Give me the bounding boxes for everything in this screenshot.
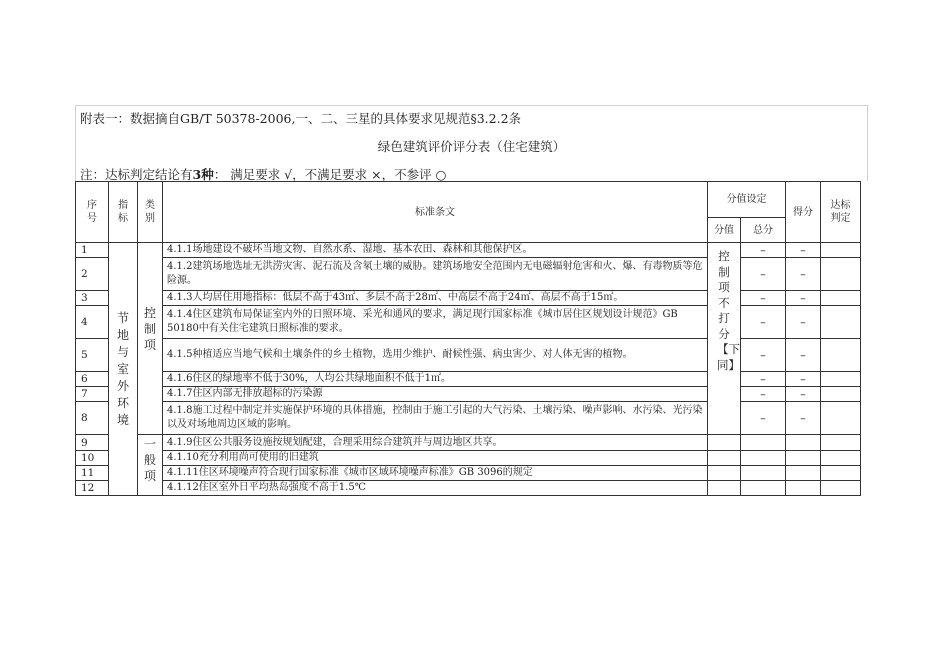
judgment-cell[interactable] <box>821 339 861 372</box>
standard-text: 4.1.1场地建设不破坏当地文物、自然水系、湿地、基本农田、森林和其他保护区。 <box>163 243 708 258</box>
row-number: 3 <box>76 291 109 306</box>
indicator-cell: 节地与室外环境 <box>109 243 138 496</box>
col-value: 分值 <box>708 218 741 243</box>
table-row <box>76 451 861 466</box>
table-row <box>76 243 861 258</box>
col-score: 得分 <box>786 182 821 243</box>
col-seq: 序号 <box>76 182 109 243</box>
score-cell: – <box>786 306 821 339</box>
standard-text: 4.1.8施工过程中制定并实施保护环境的具体措施，控制由于施工引起的大气污染、土壤污染、噪声影响、水污染、光污染以及对场地周边区域的影响。 <box>163 402 708 435</box>
table-row <box>76 258 861 291</box>
total-cell: – <box>741 306 786 339</box>
score-cell: – <box>786 339 821 372</box>
category-general-cell: 一般项 <box>138 435 163 496</box>
table-row <box>76 435 861 451</box>
header-row <box>76 182 861 218</box>
total-cell[interactable] <box>741 466 786 481</box>
col-category: 类别 <box>138 182 163 243</box>
standard-text: 4.1.11住区环境噪声符合现行国家标准《城市区域环境噪声标准》GB 3096的规定 <box>163 466 708 481</box>
total-cell: – <box>741 372 786 387</box>
total-cell: – <box>741 258 786 291</box>
total-cell: – <box>741 402 786 435</box>
judgment-cell[interactable] <box>821 243 861 258</box>
category-control-cell: 控制项 <box>138 243 163 435</box>
table-row <box>76 387 861 402</box>
judgment-cell[interactable] <box>821 387 861 402</box>
standard-text: 4.1.5种植适应当地气候和土壤条件的乡土植物，选用少维护、耐候性强、病虫害少、对人体无害的植物。 <box>163 339 708 372</box>
score-cell[interactable] <box>786 481 821 496</box>
total-cell: – <box>741 291 786 306</box>
table-row <box>76 306 861 339</box>
score-cell: – <box>786 258 821 291</box>
score-cell: – <box>786 291 821 306</box>
judgment-cell[interactable] <box>821 451 861 466</box>
row-number: 6 <box>76 372 109 387</box>
legend-prefix: 注：达标判定结论有 <box>80 167 193 182</box>
judgment-cell[interactable] <box>821 466 861 481</box>
judgment-cell[interactable] <box>821 435 861 451</box>
col-indicator: 指标 <box>109 182 138 243</box>
row-number: 7 <box>76 387 109 402</box>
source-note: 附表一：数据摘自GB/T 50378-2006,一、二、三星的具体要求见规范§3.2.2条 <box>80 111 522 126</box>
total-cell[interactable] <box>741 451 786 466</box>
standard-text: 4.1.3人均居住用地指标：低层不高于43㎡、多层不高于28㎡、中高层不高于24㎡、高层不高于15㎡。 <box>163 291 708 306</box>
legend-suffix: ： 满足要求 √，不满足要求 ×，不参评 ○ <box>213 167 447 182</box>
total-cell[interactable] <box>741 435 786 451</box>
col-score-setting: 分值设定 <box>708 182 786 218</box>
total-cell: – <box>741 243 786 258</box>
col-judgment: 达标判定 <box>821 182 861 243</box>
row-number: 1 <box>76 243 109 258</box>
table-row <box>76 339 861 372</box>
score-cell[interactable] <box>786 451 821 466</box>
total-cell: – <box>741 387 786 402</box>
standard-text: 4.1.9住区公共服务设施按规划配建，合理采用综合建筑并与周边地区共享。 <box>163 435 708 451</box>
table-row <box>76 481 861 496</box>
row-number: 11 <box>76 466 109 481</box>
judgment-cell[interactable] <box>821 372 861 387</box>
standard-text: 4.1.10充分利用尚可使用的旧建筑 <box>163 451 708 466</box>
score-cell: – <box>786 402 821 435</box>
total-cell[interactable] <box>741 481 786 496</box>
row-number: 5 <box>76 339 109 372</box>
value-cell[interactable] <box>708 451 741 466</box>
row-number: 2 <box>76 258 109 291</box>
row-number: 10 <box>76 451 109 466</box>
table-row <box>76 372 861 387</box>
standard-text: 4.1.4住区建筑布局保证室内外的日照环境、采光和通风的要求，满足现行国家标准《城市居住区规划设计规范》GB 50180中有关住宅建筑日照标准的要求。 <box>163 306 708 339</box>
page-title: 绿色建筑评价评分表（住宅建筑） <box>377 139 566 154</box>
row-number: 4 <box>76 306 109 339</box>
table-row <box>76 402 861 435</box>
score-cell: – <box>786 372 821 387</box>
total-cell: – <box>741 339 786 372</box>
standard-text: 4.1.12住区室外日平均热岛强度不高于1.5℃ <box>163 481 708 496</box>
standard-text: 4.1.2建筑场地选址无洪涝灾害、泥石流及含氡土壤的威胁。建筑场地安全范围内无电磁辐射危害和火、爆、有毒物质等危险源。 <box>163 258 708 291</box>
score-cell[interactable] <box>786 466 821 481</box>
table-header-box <box>75 105 868 181</box>
legend-count: 3种 <box>192 167 214 182</box>
standard-text: 4.1.7住区内部无排放超标的污染源 <box>163 387 708 402</box>
score-cell: – <box>786 243 821 258</box>
judgment-cell[interactable] <box>821 258 861 291</box>
judgment-cell[interactable] <box>821 306 861 339</box>
row-number: 8 <box>76 402 109 435</box>
value-cell[interactable] <box>708 435 741 451</box>
value-cell[interactable] <box>708 481 741 496</box>
table-row <box>76 466 861 481</box>
col-standard: 标准条文 <box>163 182 708 243</box>
score-cell[interactable] <box>786 435 821 451</box>
judgment-cell[interactable] <box>821 481 861 496</box>
row-number: 9 <box>76 435 109 451</box>
control-note-cell: 控制项不打分【下同】 <box>708 243 741 435</box>
score-table <box>75 181 861 496</box>
table-row <box>76 291 861 306</box>
score-cell: – <box>786 387 821 402</box>
row-number: 12 <box>76 481 109 496</box>
judgment-cell[interactable] <box>821 291 861 306</box>
standard-text: 4.1.6住区的绿地率不低于30%，人均公共绿地面积不低于1㎡。 <box>163 372 708 387</box>
judgment-cell[interactable] <box>821 402 861 435</box>
col-total: 总分 <box>741 218 786 243</box>
value-cell[interactable] <box>708 466 741 481</box>
